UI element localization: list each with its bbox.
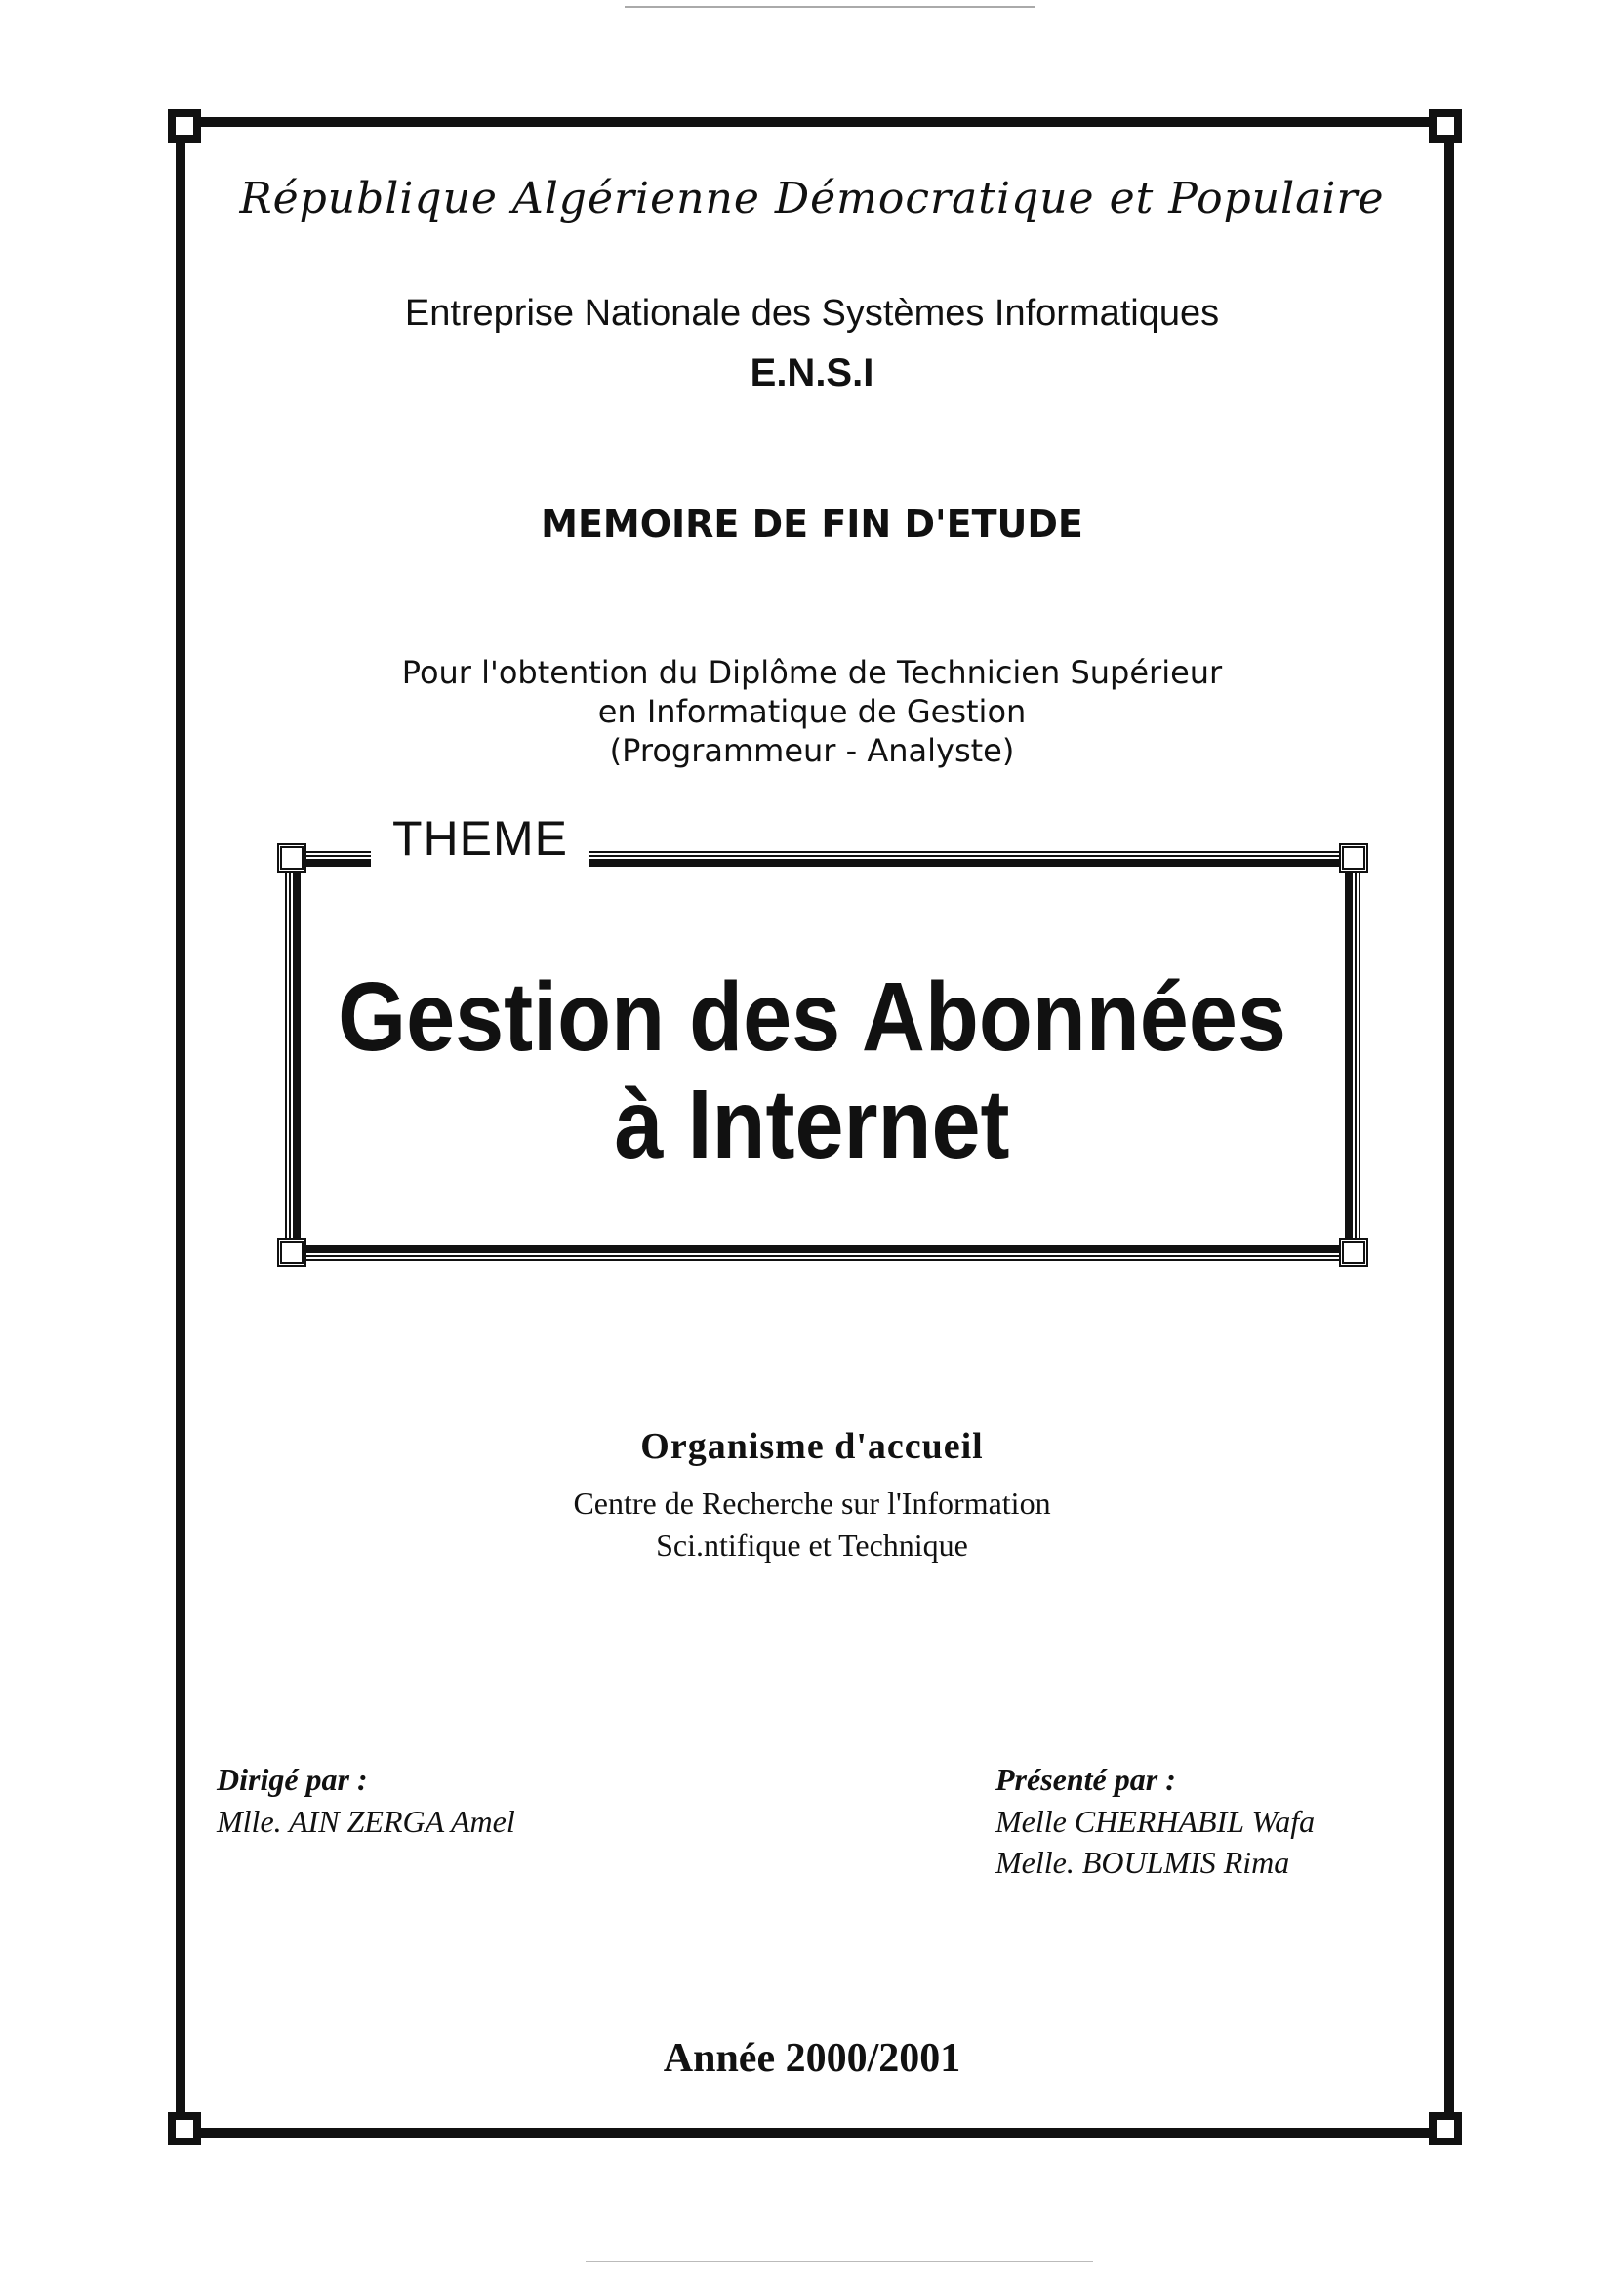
scan-artifact-bottom [586,2261,1093,2262]
enterprise-acronym: E.N.S.I [750,351,874,394]
host-organisation-label: Organisme d'accueil [640,1426,984,1467]
director-name: Mlle. AIN ZERGA Amel [217,1804,515,1839]
diploma-line: (Programmeur - Analyste) [609,732,1015,769]
presenter-name: Melle CHERHABIL Wafa [995,1804,1316,1839]
republic-heading: République Algérienne Démocratique et Populaire [239,174,1385,224]
host-organisation-name: Centre de Recherche sur l'Information [573,1486,1051,1521]
theme-label: THEME [371,810,589,867]
director-label: Dirigé par : [217,1762,368,1797]
page-border-corner [168,109,201,143]
presenter-name: Melle. BOULMIS Rima [995,1845,1290,1880]
theme-frame-corner [1339,1238,1368,1267]
thesis-title-line1: Gestion des Abonnées [338,962,1286,1072]
academic-year: Année 2000/2001 [663,2036,961,2081]
host-organisation-name: Sci.ntifique et Technique [656,1528,968,1563]
theme-frame-corner [277,843,306,873]
theme-frame-corner [1339,843,1368,873]
page-border-corner [1429,2112,1462,2145]
diploma-line: Pour l'obtention du Diplôme de Technicien Supérieur [401,654,1223,691]
page-border-corner [168,2112,201,2145]
document-type: MEMOIRE DE FIN D'ETUDE [541,503,1083,546]
diploma-line: en Informatique de Gestion [597,693,1027,730]
theme-frame-corner [277,1238,306,1267]
page-border-corner [1429,109,1462,143]
scan-artifact-top [625,6,1035,8]
thesis-title-line2: à Internet [614,1070,1010,1179]
enterprise-name: Entreprise Nationale des Systèmes Informatiques [404,293,1220,334]
presenter-label: Présenté par : [995,1762,1176,1797]
